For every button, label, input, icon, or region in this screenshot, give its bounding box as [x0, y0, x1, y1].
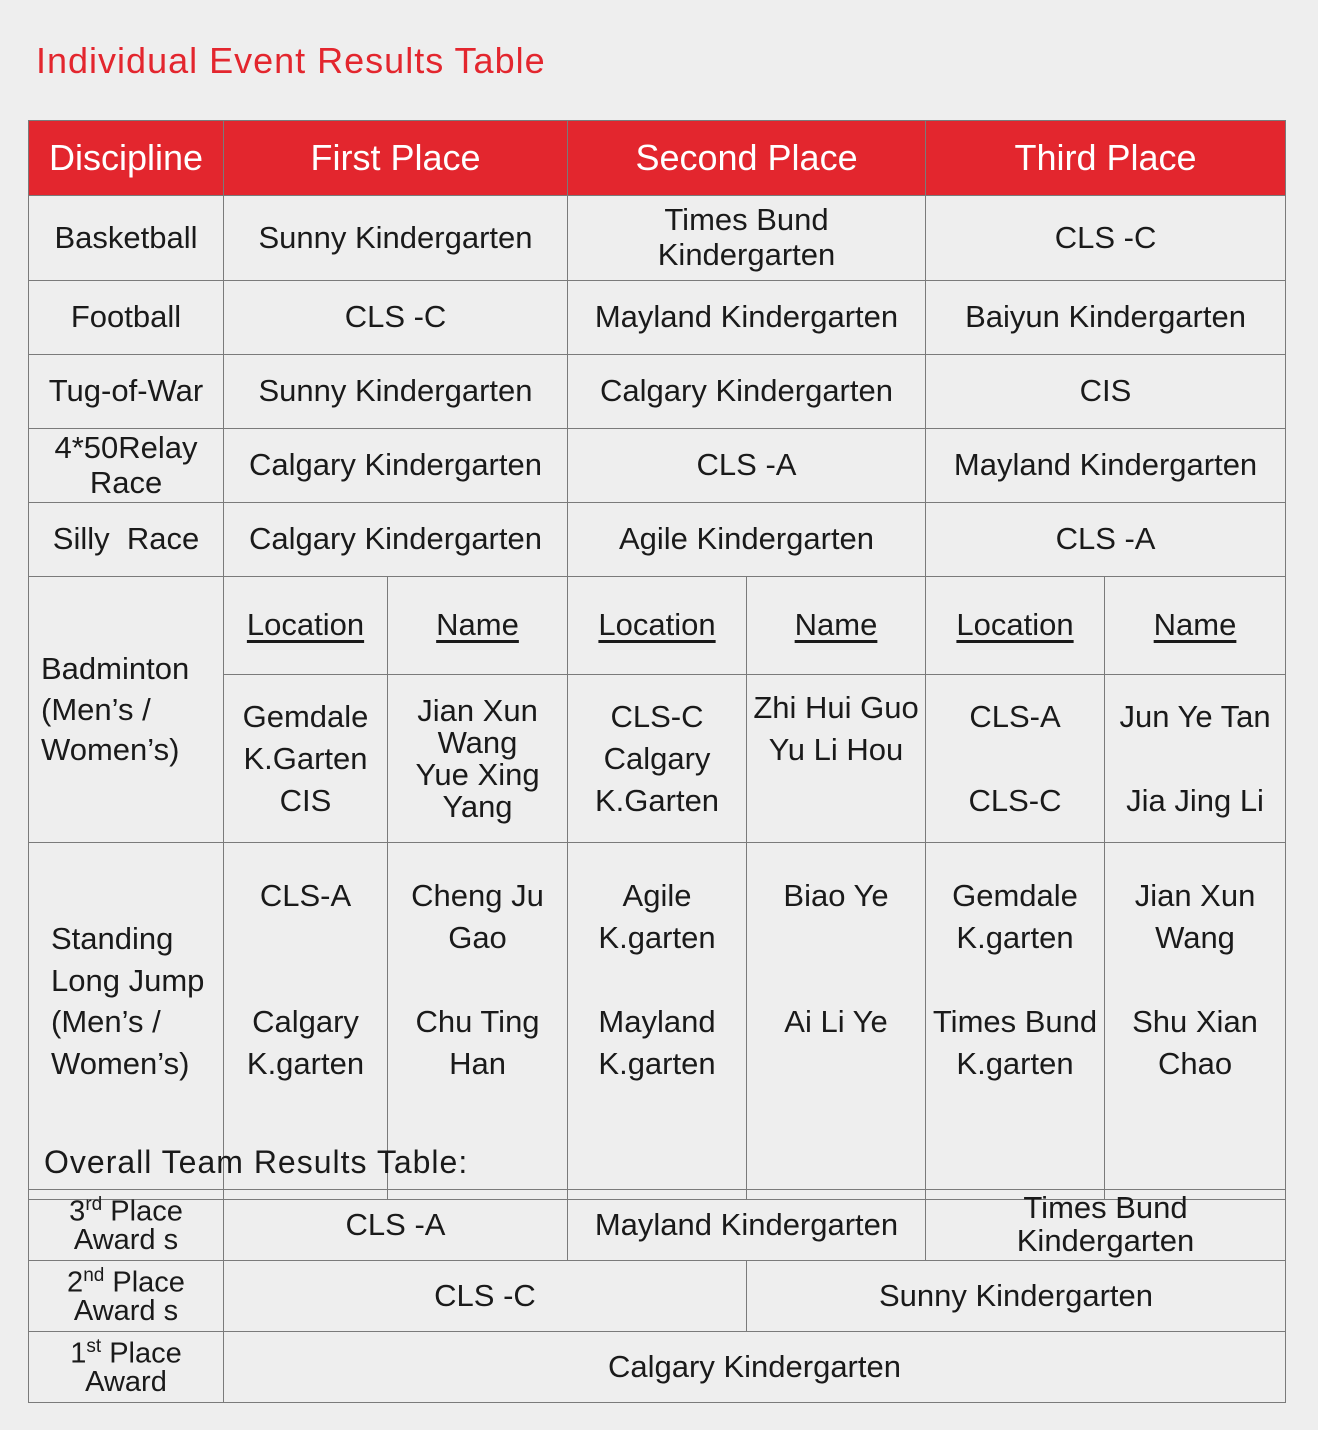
- location-line: Times Bund: [932, 1004, 1098, 1040]
- award-label-line: Award s: [73, 1224, 179, 1257]
- award-label-cell: [29, 1261, 224, 1332]
- location-line: CLS-A: [969, 699, 1061, 734]
- badminton-third-name: [1105, 675, 1286, 843]
- header-discipline: Discipline: [29, 121, 224, 196]
- discipline-line: Women’s): [51, 1046, 190, 1082]
- discipline-line: Long Jump: [51, 962, 205, 998]
- name-line: Cheng Ju: [411, 878, 544, 914]
- award-team-cell: Times Bund Kindergarten: [926, 1190, 1286, 1261]
- location-label: Location: [956, 607, 1074, 643]
- header-second-place: Second Place: [568, 121, 926, 196]
- discipline-line: (Men’s /: [41, 691, 151, 727]
- second-place-cell: Times Bund Kindergarten: [568, 196, 926, 281]
- table-row: [29, 196, 1286, 281]
- second-place-cell: Agile Kindergarten: [568, 503, 926, 577]
- second-place-cell: Mayland Kindergarten: [568, 281, 926, 355]
- location-line: Calgary: [603, 740, 711, 776]
- discipline-cell: Basketball: [29, 196, 224, 281]
- location-line: K.garten: [598, 920, 716, 956]
- name-line: Yu Li Hou: [768, 731, 904, 767]
- second-place-award-row: [29, 1261, 1286, 1332]
- name-subheader: [1105, 577, 1286, 675]
- location-subheader: [926, 577, 1105, 675]
- badminton-second-name: [747, 675, 926, 843]
- table-row: [29, 281, 1286, 355]
- location-line: K.garten: [956, 1045, 1074, 1081]
- award-label-line: Award s: [73, 1295, 179, 1328]
- location-line: K.Garten: [594, 782, 720, 818]
- award-label-cell: [29, 1332, 224, 1403]
- badminton-discipline-cell: [29, 577, 224, 843]
- discipline-line: Badminton: [41, 651, 190, 687]
- name-line: Chao: [1157, 1045, 1233, 1081]
- second-place-cell: Calgary Kindergarten: [568, 355, 926, 429]
- badminton-first-location: [224, 675, 388, 843]
- discipline-line: Standing: [51, 920, 174, 956]
- location-line: K.garten: [956, 920, 1074, 956]
- table-header-row: [29, 121, 1286, 196]
- award-team-cell: Mayland Kindergarten: [568, 1190, 926, 1261]
- name-line: Wang: [437, 724, 518, 760]
- rank-number: 3: [69, 1195, 86, 1228]
- location-line: CLS-C: [968, 782, 1062, 818]
- award-team-cell: CLS -A: [224, 1190, 568, 1261]
- discipline-line: Women’s): [41, 731, 180, 767]
- third-place-cell: CLS -A: [926, 503, 1286, 577]
- table-row: [29, 429, 1286, 503]
- long-jump-third-name: [1105, 843, 1286, 1200]
- award-label-line: Award: [85, 1366, 167, 1399]
- page-title: Individual Event Results Table: [36, 40, 546, 81]
- name-line: Gao: [448, 920, 507, 956]
- name-line: Yue Xing: [415, 756, 540, 792]
- first-place-cell: CLS -C: [224, 281, 568, 355]
- location-line: CLS-A: [259, 878, 352, 914]
- name-line: Yang: [442, 788, 513, 824]
- discipline-line: (Men’s /: [51, 1004, 161, 1040]
- location-subheader: [224, 577, 388, 675]
- third-place-award-row: [29, 1190, 1286, 1261]
- name-line: Jian Xun: [1134, 878, 1256, 914]
- third-place-cell: Mayland Kindergarten: [926, 429, 1286, 503]
- location-line: Mayland: [598, 1004, 716, 1040]
- name-line: Chu Ting: [415, 1004, 540, 1040]
- location-line: Gemdale: [242, 698, 369, 734]
- discipline-cell: 4*50Relay Race: [29, 429, 224, 503]
- name-line: Han: [449, 1045, 506, 1081]
- award-team-cell: CLS -C: [224, 1261, 747, 1332]
- name-label: Name: [436, 607, 519, 643]
- award-label-line: Place: [109, 1337, 182, 1370]
- location-line: Calgary: [252, 1004, 359, 1040]
- location-line: K.garten: [598, 1045, 716, 1081]
- discipline-cell: Silly Race: [29, 503, 224, 577]
- name-line: Ai Li Ye: [784, 1004, 888, 1040]
- overall-results-title: Overall Team Results Table:: [44, 1144, 469, 1180]
- first-place-cell: Calgary Kindergarten: [224, 429, 568, 503]
- third-place-cell: CIS: [926, 355, 1286, 429]
- first-place-cell: Sunny Kindergarten: [224, 196, 568, 281]
- award-label-cell: [29, 1190, 224, 1261]
- award-label-line: Place: [112, 1266, 185, 1299]
- name-subheader: [388, 577, 568, 675]
- location-line: Gemdale: [952, 878, 1078, 914]
- award-team-cell: Sunny Kindergarten: [747, 1261, 1286, 1332]
- name-label: Name: [794, 607, 878, 643]
- location-line: CLS-C: [610, 698, 704, 734]
- discipline-cell: Football: [29, 281, 224, 355]
- name-line: Shu Xian: [1132, 1004, 1258, 1040]
- location-line: K.Garten: [243, 740, 368, 776]
- award-label-line: Place: [110, 1195, 183, 1228]
- long-jump-second-location: [568, 843, 747, 1200]
- sub-header-row: [29, 577, 1286, 675]
- rank-number: 2: [67, 1266, 84, 1299]
- name-label: Name: [1153, 607, 1237, 643]
- name-line: Jian Xun: [417, 692, 538, 728]
- table-row: [29, 503, 1286, 577]
- location-line: K.garten: [246, 1046, 365, 1082]
- rank-number: 1: [70, 1337, 87, 1370]
- location-label: Location: [246, 607, 365, 643]
- long-jump-second-name: [747, 843, 926, 1200]
- table-row: [29, 355, 1286, 429]
- rank-suffix: nd: [83, 1264, 105, 1286]
- location-line: CIS: [279, 782, 332, 818]
- header-first-place: First Place: [224, 121, 568, 196]
- name-line: Jia Jing Li: [1126, 782, 1264, 818]
- discipline-cell: Tug-of-War: [29, 355, 224, 429]
- first-place-cell: Sunny Kindergarten: [224, 355, 568, 429]
- location-label: Location: [598, 607, 716, 643]
- header-third-place: Third Place: [926, 121, 1286, 196]
- badminton-third-location: [926, 675, 1105, 843]
- second-place-cell: CLS -A: [568, 429, 926, 503]
- name-subheader: [747, 577, 926, 675]
- rank-suffix: rd: [85, 1193, 103, 1215]
- first-place-cell: Calgary Kindergarten: [224, 503, 568, 577]
- badminton-first-name: [388, 675, 568, 843]
- name-line: Jun Ye Tan: [1119, 699, 1271, 734]
- individual-results-table: [28, 120, 1286, 1200]
- award-team-cell: Calgary Kindergarten: [224, 1332, 1286, 1403]
- name-line: Zhi Hui Guo: [753, 690, 919, 725]
- location-line: Agile: [622, 878, 692, 914]
- location-subheader: [568, 577, 747, 675]
- overall-results-table: [28, 1189, 1286, 1403]
- third-place-cell: CLS -C: [926, 196, 1286, 281]
- third-place-cell: Baiyun Kindergarten: [926, 281, 1286, 355]
- name-line: Wang: [1155, 920, 1235, 956]
- name-line: Biao Ye: [783, 878, 889, 914]
- long-jump-third-location: [926, 843, 1105, 1200]
- rank-suffix: st: [86, 1335, 102, 1357]
- badminton-second-location: [568, 675, 747, 843]
- first-place-award-row: [29, 1332, 1286, 1403]
